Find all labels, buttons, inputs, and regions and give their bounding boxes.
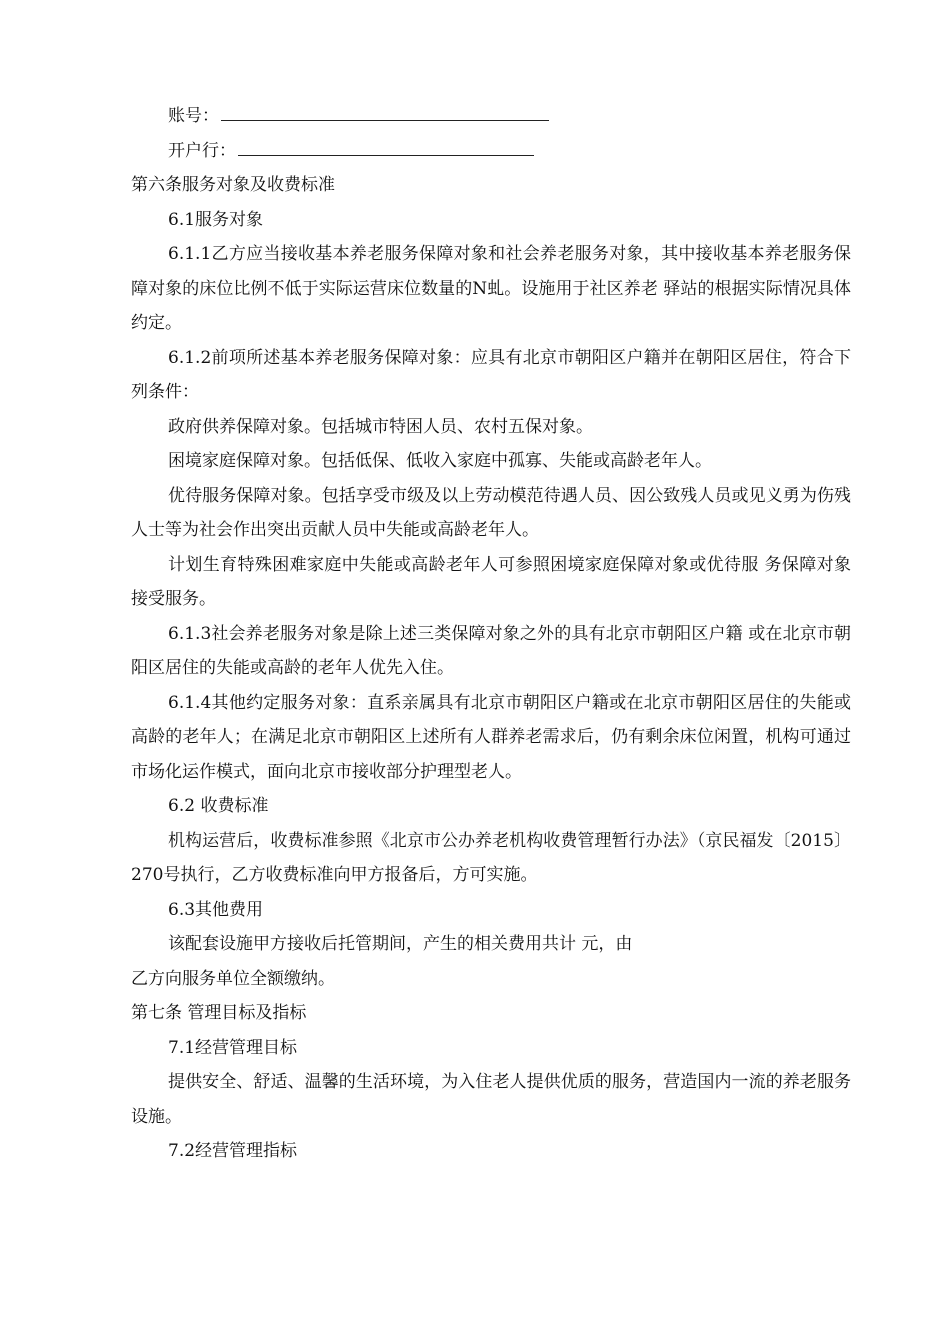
account-field-row bbox=[131, 99, 851, 134]
document-body bbox=[131, 99, 851, 1169]
condition-family-planning: 计划生育特殊困难家庭中失能或高龄老年人可参照困境家庭保障对象或优待服 务保障对象接受服务。 bbox=[131, 554, 851, 609]
article-6-heading: 第六条服务对象及收费标准 bbox=[131, 175, 335, 195]
bank-label: 开户行： bbox=[168, 140, 236, 161]
section-6-3-line-1: 该配套设施甲方接收后托管期间，产生的相关费用共计 元，由 bbox=[168, 934, 633, 954]
section-6-3-heading: 6.3其他费用 bbox=[168, 899, 264, 920]
account-label: 账号： bbox=[168, 106, 219, 126]
section-6-1-3-paragraph: 6.1.3社会养老服务对象是除上述三类保障对象之外的具有北京市朝阳区户籍 或在北京市朝阳区居住的失能或高龄的老年人优先入住。 bbox=[131, 623, 851, 678]
section-7-2-heading: 7.2经营管理指标 bbox=[168, 1141, 298, 1161]
section-6-1-4-paragraph: 6.1.4其他约定服务对象：直系亲属具有北京市朝阳区户籍或在北京市朝阳区居住的失能或高龄的老年人；在满足北京市朝阳区上述所有人群养老需求后，仍有剩余床位闲置，机构可通过市场化运作模式，面向北京市接收部分护理型老人。 bbox=[131, 692, 851, 782]
section-6-1-2-paragraph: 6.1.2前项所述基本养老服务保障对象：应具有北京市朝阳区户籍并在朝阳区居住，符合下列条件： bbox=[131, 347, 851, 402]
account-blank-line[interactable] bbox=[221, 102, 549, 121]
section-7-1-paragraph: 提供安全、舒适、温馨的生活环境，为入住老人提供优质的服务，营造国内一流的养老服务设施。 bbox=[131, 1072, 851, 1127]
section-6-2-paragraph: 机构运营后，收费标准参照《北京市公办养老机构收费管理暂行办法》（京民福发〔2015〕270号执行，乙方收费标准向甲方报备后，方可实施。 bbox=[131, 830, 851, 885]
condition-government-support: 政府供养保障对象。包括城市特困人员、农村五保对象。 bbox=[168, 416, 593, 437]
condition-hardship-family: 困境家庭保障对象。包括低保、低收入家庭中孤寡、失能或高龄老年人。 bbox=[168, 451, 712, 471]
section-6-2-heading: 6.2 收费标准 bbox=[168, 796, 269, 816]
section-6-3-line-2: 乙方向服务单位全额缴纳。 bbox=[131, 968, 335, 989]
section-6-1-1-paragraph: 6.1.1乙方应当接收基本养老服务保障对象和社会养老服务对象，其中接收基本养老服务保障对象的床位比例不低于实际运营床位数量的N虬。设施用于社区养老 驿站的根据实际情况具体约定。 bbox=[131, 244, 851, 333]
bank-field-row bbox=[131, 134, 851, 169]
section-6-1-heading: 6.1服务对象 bbox=[168, 209, 264, 230]
section-7-1-heading: 7.1经营管理目标 bbox=[168, 1037, 298, 1058]
condition-preferential-service: 优待服务保障对象。包括享受市级及以上劳动模范待遇人员、因公致残人员或见义勇为伤残人士等为社会作出突出贡献人员中失能或高龄老年人。 bbox=[131, 485, 851, 540]
bank-blank-line[interactable] bbox=[238, 137, 534, 156]
article-7-heading: 第七条 管理目标及指标 bbox=[131, 1003, 307, 1023]
